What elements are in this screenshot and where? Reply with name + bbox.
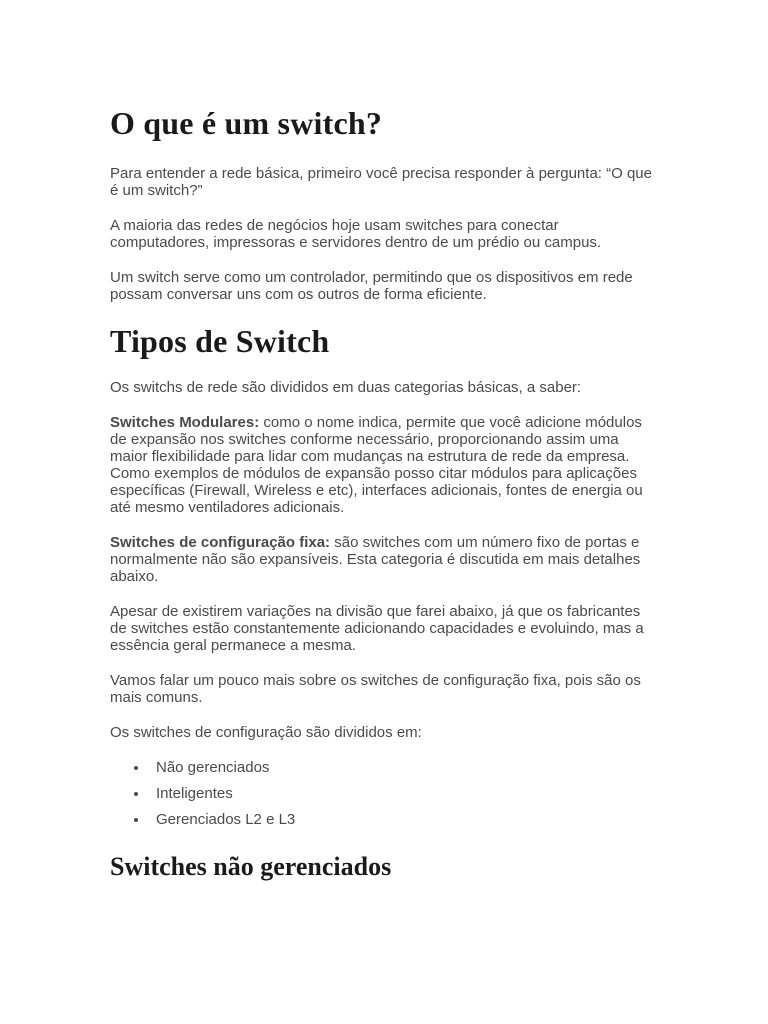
list-item-label: Gerenciados L2 e L3 [156,811,296,828]
paragraph-fixed [110,534,660,585]
fixed-text: são switches com um número fixo de portas e normalmente não são expansíveis. Esta categoria é discutida em mais detalhes abaixo. [110,534,641,585]
list-item [110,811,660,837]
list-item [110,759,660,785]
modular-label: Switches Modulares: [110,414,260,431]
paragraph-controller: Um switch serve como um controlador, permitindo que os dispositivos em rede possam conversar uns com os outros de forma eficiente. [110,269,633,303]
bullet-icon [134,766,138,770]
paragraph-intro-question: Para entender a rede básica, primeiro você precisa responder à pergunta: “O que é um switch?” [110,165,652,199]
paragraph-talk-more: Vamos falar um pouco mais sobre os switches de configuração fixa, pois são os mais comuns. [110,672,641,706]
list-item-label: Não gerenciados [156,759,270,776]
paragraph-modular [110,414,660,516]
heading-what-is-switch: O que é um switch? [110,105,383,141]
paragraph-categories: Os switchs de rede são divididos em duas categorias básicas, a saber: [110,379,582,396]
paragraph-divided-into: Os switches de configuração são divididos em: [110,724,422,741]
fixed-label: Switches de configuração fixa: [110,534,331,551]
list-item [110,785,660,811]
bullet-icon [134,818,138,822]
modular-text: como o nome indica, permite que você adicione módulos de expansão nos switches conforme necessário, proporcionando assim uma maior flexibilidade para lidar com mudanças na estrutura de rede da empresa. Como exemplos de módulos de expansão posso citar módulos para aplicações específicas (Firewall, Wireless e etc), interfaces adicionais, fontes de energia ou até mesmo ventiladores adicionais. [110,414,643,516]
list-item-label: Inteligentes [156,785,233,802]
heading-switch-types: Tipos de Switch [110,323,330,359]
paragraph-business-networks: A maioria das redes de negócios hoje usam switches para conectar computadores, impressoras e servidores dentro de um prédio ou campus. [110,217,602,251]
bullet-icon [134,792,138,796]
document-page [110,103,660,883]
heading-unmanaged: Switches não gerenciados [110,852,392,881]
config-types-list [110,759,660,837]
paragraph-variations: Apesar de existirem variações na divisão que farei abaixo, já que os fabricantes de switches estão constantemente adicionando capacidades e evoluindo, mas a essência geral permanece a mesma. [110,603,644,654]
